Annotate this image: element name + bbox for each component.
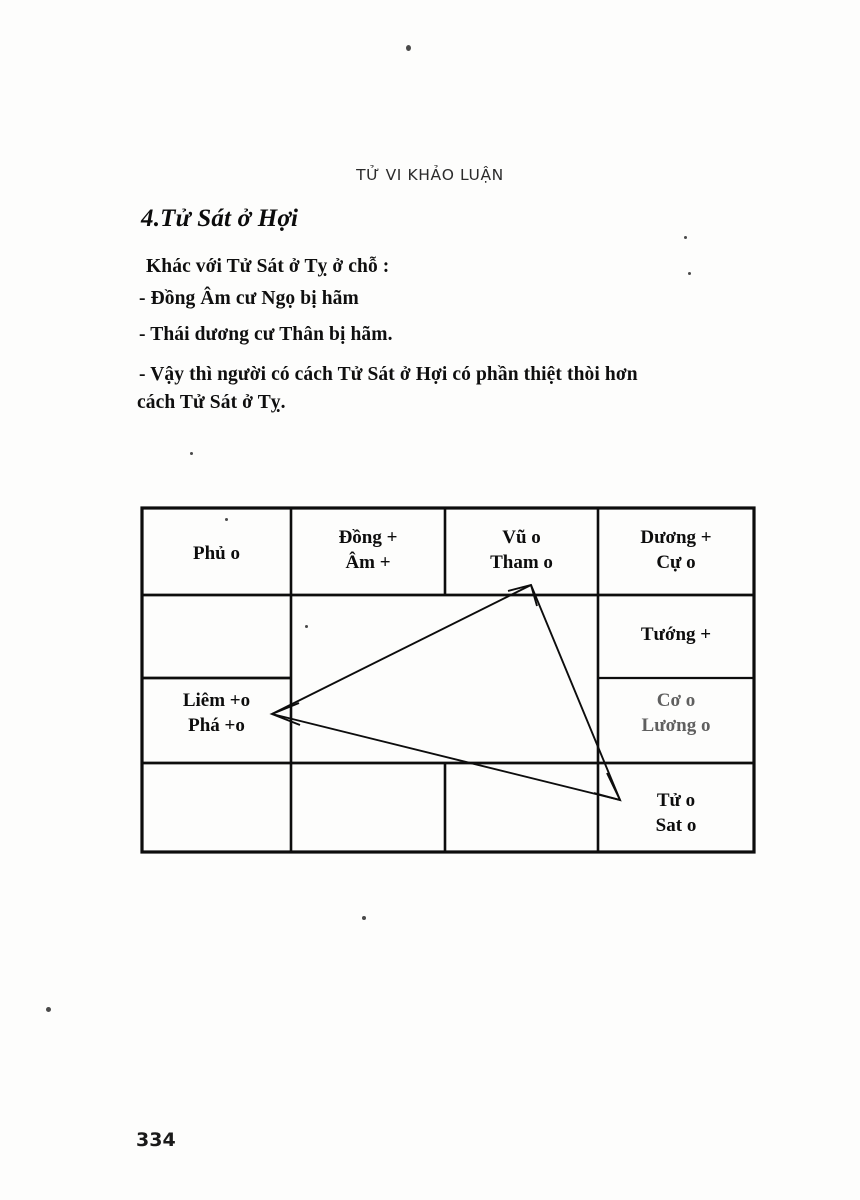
chart-cell-r3c3: [598, 788, 754, 838]
chart-cell-r3c3-line1: Tử o: [656, 790, 696, 811]
chart-cell-r1c3-line1: Tướng +: [640, 624, 712, 645]
chart-cell-r0c1-line2: Âm +: [345, 552, 391, 574]
chart-cell-r2c3-line2: Lương o: [641, 715, 711, 737]
chart-cell-r2c0-line1: Liêm +o: [182, 690, 251, 711]
section-heading: 4.Tử Sát ở Hợi: [141, 205, 299, 232]
body-line-4: - Vậy thì người có cách Tử Sát ở Hợi có phần thiệt thòi hơn: [139, 364, 638, 385]
body-line-2: - Đồng Âm cư Ngọ bị hãm: [139, 288, 359, 309]
chart-cell-r0c3: [598, 525, 754, 575]
chart-cell-r0c3-line1: Dương +: [640, 527, 712, 548]
chart-cell-r2c3: [598, 688, 754, 738]
chart-cell-r3c3-line2: Sat o: [655, 815, 697, 837]
scan-speckle: [190, 452, 193, 455]
chart-cell-r2c0-line2: Phá +o: [188, 715, 245, 737]
chart-cell-r0c1-line1: Đồng +: [338, 527, 398, 548]
tu-vi-chart: [139, 505, 757, 855]
body-line-5: cách Tử Sát ở Tỵ.: [137, 392, 286, 413]
chart-cell-r0c0: [142, 541, 291, 566]
body-line-3: - Thái dương cư Thân bị hãm.: [139, 324, 393, 345]
chart-cell-r0c3-line2: Cự o: [656, 552, 696, 574]
chart-cell-r0c1: [291, 525, 445, 575]
scan-speckle: [684, 236, 687, 239]
page-number: 334: [136, 1129, 176, 1151]
scan-speckle: [46, 1007, 51, 1012]
chart-cell-r2c0: [142, 688, 291, 738]
scan-speckle: [406, 45, 411, 51]
triangle-edge-top-left: [272, 585, 531, 714]
chart-cell-r2c3-line1: Cơ o: [656, 690, 696, 711]
chart-cell-r0c2: [445, 525, 598, 575]
chart-cell-r1c3: [598, 622, 754, 647]
scan-speckle: [362, 916, 366, 920]
body-line-1: Khác với Tử Sát ở Tỵ ở chỗ :: [146, 256, 390, 277]
chart-cell-r0c2-line2: Tham o: [490, 552, 553, 574]
scan-speckle: [688, 272, 691, 275]
running-header: TỬ VI KHẢO LUẬN: [356, 166, 504, 184]
chart-cell-r0c2-line1: Vũ o: [502, 527, 541, 548]
chart-cell-r0c0-line1: Phủ o: [193, 543, 240, 564]
